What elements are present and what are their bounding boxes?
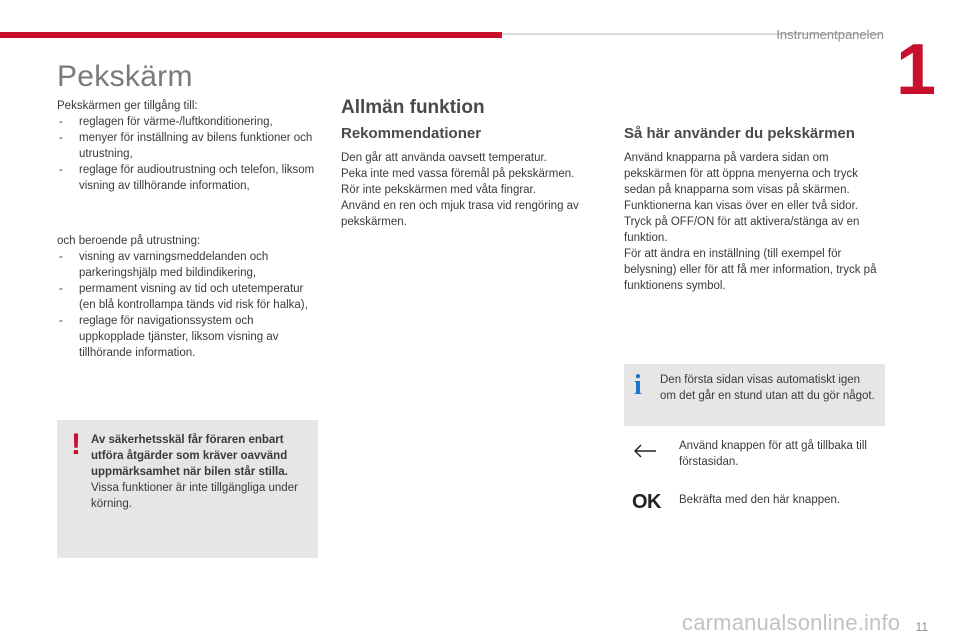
warning-box [57, 420, 318, 558]
warning-bold-text: Av säkerhetsskäl får föraren enbart utföra åtgärder som kräver oavvänd uppmärksamhet när bilen står stilla. [91, 434, 288, 478]
intro-text-2: och beroende på utrustning: [57, 235, 201, 247]
warning-normal-text: Vissa funktioner är inte tillgängliga under körning. [91, 482, 298, 510]
info-icon: i [634, 370, 642, 401]
list-item: - reglage för navigationssystem och uppkopplade tjänster, liksom visning av tillhörande information. [57, 313, 319, 361]
info-box [624, 364, 885, 426]
watermark: carmanualsonline.info [682, 610, 901, 635]
chapter-number: 1 [895, 30, 936, 110]
paragraph: Peka inte med vassa föremål på pekskärmen. [341, 168, 575, 180]
paragraph: Använd en ren och mjuk trasa vid rengöring av pekskärmen. [341, 200, 579, 228]
back-text: Använd knappen för att gå tillbaka till förstasidan. [679, 440, 867, 468]
paragraph: Funktionerna kan visas över en eller två sidor. [624, 200, 858, 212]
header-accent-bar [0, 32, 502, 38]
exclamation-icon: ! [71, 428, 81, 461]
section-name: Instrumentpanelen [776, 27, 884, 42]
left-column [57, 98, 319, 194]
back-arrow-icon [633, 443, 657, 459]
paragraph: Rör inte pekskärmen med våta fingrar. [341, 184, 536, 196]
list-item: - menyer för inställning av bilens funktioner och utrustning, [57, 130, 319, 162]
paragraph: Använd knapparna på vardera sidan om pekskärmen för att öppna menyerna och tryck sedan på knapparna som visas på skärmen. [624, 152, 858, 196]
ok-icon: OK [632, 491, 661, 513]
list-item: - reglage för audioutrustning och telefon, liksom visning av tillhörande information, [57, 162, 319, 194]
list-item: - visning av varningsmeddelanden och parkeringshjälp med bildindikering, [57, 249, 319, 281]
intro-text: Pekskärmen ger tillgång till: [57, 100, 198, 112]
list-item: - reglagen för värme-/luftkonditionering, [57, 114, 319, 130]
usage-heading: Så här använder du pekskärmen [624, 125, 855, 142]
equipment-list [57, 249, 319, 361]
warning-text [91, 432, 309, 512]
paragraph: Den går att använda oavsett temperatur. [341, 152, 547, 164]
subheading-recommendations: Rekommendationer [341, 125, 482, 142]
info-text: Den första sidan visas automatiskt igen om det går en stund utan att du gör något. [660, 374, 875, 402]
usage-text [624, 150, 886, 294]
left-column-equipment [57, 233, 319, 361]
list-item: - permament visning av tid och utetemperatur (en blå kontrollampa tänds vid risk för halka), [57, 281, 319, 313]
ok-text: Bekräfta med den här knappen. [679, 494, 841, 506]
paragraph: Tryck på OFF/ON för att aktivera/stänga av en funktion. [624, 216, 860, 244]
recommendations-text [341, 150, 603, 230]
paragraph: För att ändra en inställning (till exempel för belysning) eller för att få mer information, tryck på funktionens symbol. [624, 248, 877, 292]
feature-list [57, 114, 319, 194]
section-heading: Allmän funktion [341, 97, 485, 118]
page-title: Pekskärm [57, 60, 193, 93]
page-number: 11 [915, 620, 928, 634]
